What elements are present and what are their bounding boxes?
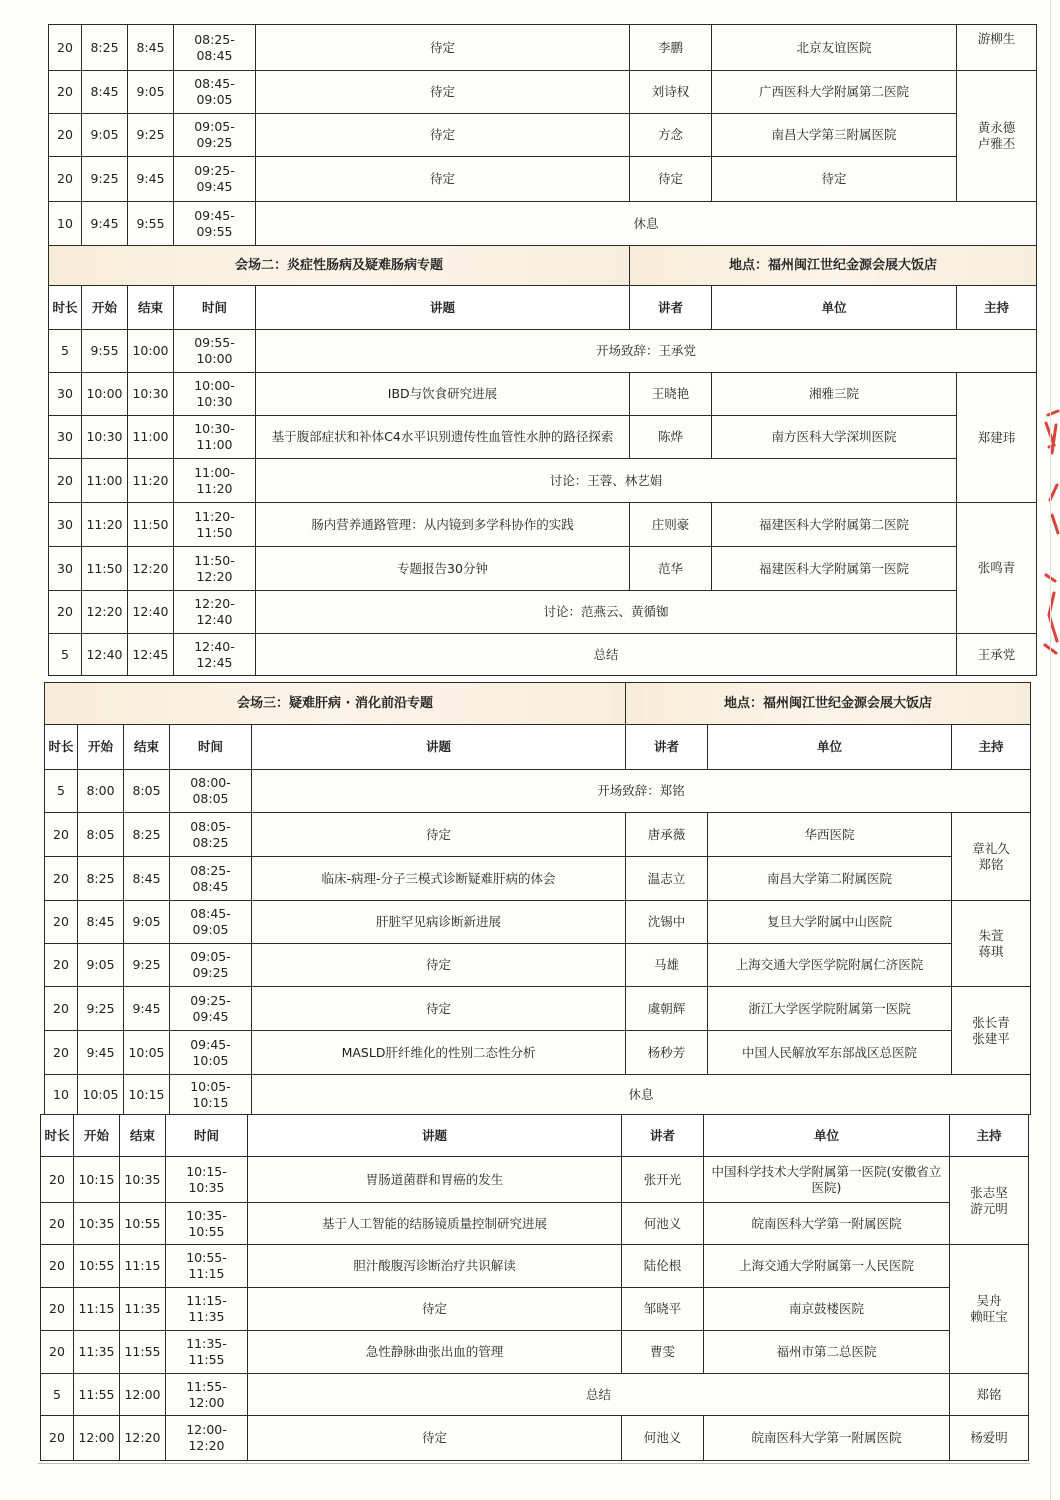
venue-location: 地点：福州闽江世纪金源会展大饭店 (626, 683, 1031, 725)
venue-title: 会场三：疑难肝病 · 消化前沿专题 (45, 683, 626, 725)
speaker-cell: 邹晓平 (622, 1288, 704, 1331)
duration-cell: 20 (41, 1203, 74, 1245)
header-unit: 单位 (708, 725, 952, 770)
start-cell: 9:05 (78, 944, 124, 987)
speaker-cell: 沈锡中 (626, 901, 708, 944)
table-row (49, 25, 1037, 71)
unit-cell: 华西医院 (708, 813, 952, 857)
start-cell: 9:25 (82, 157, 128, 202)
speaker-cell: 待定 (630, 157, 712, 202)
time-cell: 10:00-10:30 (174, 373, 256, 416)
host-cell: 郑铭 (950, 1374, 1029, 1416)
break-cell: 休息 (252, 1075, 1031, 1115)
end-cell: 11:35 (120, 1288, 166, 1331)
time-cell: 08:00-08:05 (170, 770, 252, 813)
header-time: 时间 (174, 286, 256, 330)
duration-cell: 20 (45, 813, 78, 857)
time-cell: 09:55-10:00 (174, 330, 256, 373)
header-unit: 单位 (712, 286, 957, 330)
opening-cell: 开场致辞：郑铭 (252, 770, 1031, 813)
table-row (45, 770, 1031, 813)
speaker-cell: 方念 (630, 114, 712, 157)
end-cell: 10:00 (128, 330, 174, 373)
start-cell: 10:15 (74, 1157, 120, 1203)
duration-cell: 5 (49, 330, 82, 373)
time-cell: 12:20-12:40 (174, 591, 256, 634)
start-cell: 8:45 (82, 71, 128, 114)
unit-cell: 福建医科大学附属第一医院 (712, 547, 957, 591)
duration-cell: 20 (45, 987, 78, 1031)
opening-cell: 开场致辞：王承党 (256, 330, 1037, 373)
table-row (49, 459, 1037, 503)
topic-cell: 临床-病理-分子三模式诊断疑难肝病的体会 (252, 857, 626, 901)
time-cell: 08:25-08:45 (170, 857, 252, 901)
header-start: 开始 (74, 1115, 120, 1157)
time-cell: 10:15-10:35 (166, 1157, 248, 1203)
topic-cell: 待定 (248, 1288, 622, 1331)
venue-location: 地点：福州闽江世纪金源会展大饭店 (630, 246, 1037, 286)
start-cell: 9:25 (78, 987, 124, 1031)
table-row (41, 1157, 1029, 1203)
end-cell: 10:35 (120, 1157, 166, 1203)
unit-cell: 皖南医科大学第一附属医院 (704, 1416, 950, 1461)
unit-cell: 湘雅三院 (712, 373, 957, 416)
table-row (41, 1288, 1029, 1331)
host-cell: 黄永德 卢雅丕 (957, 71, 1037, 202)
table-row (49, 591, 1037, 634)
end-cell: 9:45 (124, 987, 170, 1031)
topic-cell: MASLD肝纤维化的性别二态性分析 (252, 1031, 626, 1075)
discussion-cell: 讨论：范燕云、黄循铷 (256, 591, 957, 634)
table-row (45, 1031, 1031, 1075)
host-cell: 游柳生 (957, 25, 1037, 71)
duration-cell: 20 (45, 944, 78, 987)
header-topic: 讲题 (248, 1115, 622, 1157)
start-cell: 10:00 (82, 373, 128, 416)
topic-cell: 待定 (252, 813, 626, 857)
time-cell: 11:20-11:50 (174, 503, 256, 547)
speaker-cell: 陈烨 (630, 416, 712, 459)
topic-cell: 待定 (252, 987, 626, 1031)
topic-cell: 专题报告30分钟 (256, 547, 630, 591)
host-cell: 张志坚 游元明 (950, 1157, 1029, 1245)
summary-cell: 总结 (256, 634, 957, 676)
speaker-cell: 何池义 (622, 1416, 704, 1461)
table-header-row (41, 1115, 1029, 1157)
start-cell: 10:55 (74, 1245, 120, 1288)
time-cell: 10:35-10:55 (166, 1203, 248, 1245)
end-cell: 10:15 (124, 1075, 170, 1115)
speaker-cell: 张开光 (622, 1157, 704, 1203)
start-cell: 8:00 (78, 770, 124, 813)
venue-banner (45, 683, 1031, 725)
speaker-cell: 马雄 (626, 944, 708, 987)
time-cell: 09:05-09:25 (174, 114, 256, 157)
duration-cell: 30 (49, 547, 82, 591)
time-cell: 09:25-09:45 (170, 987, 252, 1031)
time-cell: 11:00-11:20 (174, 459, 256, 503)
header-host: 主持 (950, 1115, 1029, 1157)
header-start: 开始 (82, 286, 128, 330)
table-row (49, 202, 1037, 246)
time-cell: 11:35-11:55 (166, 1331, 248, 1374)
time-cell: 10:30-11:00 (174, 416, 256, 459)
time-cell: 09:45-10:05 (170, 1031, 252, 1075)
end-cell: 8:45 (124, 857, 170, 901)
start-cell: 8:05 (78, 813, 124, 857)
duration-cell: 20 (41, 1157, 74, 1203)
duration-cell: 10 (45, 1075, 78, 1115)
end-cell: 8:05 (124, 770, 170, 813)
table-row (49, 547, 1037, 591)
header-time: 时间 (170, 725, 252, 770)
topic-cell: 基于人工智能的结肠镜质量控制研究进展 (248, 1203, 622, 1245)
header-unit: 单位 (704, 1115, 950, 1157)
header-host: 主持 (957, 286, 1037, 330)
table-row (45, 857, 1031, 901)
unit-cell: 中国人民解放军东部战区总医院 (708, 1031, 952, 1075)
table-row (49, 634, 1037, 676)
topic-cell: 肝脏罕见病诊断新进展 (252, 901, 626, 944)
unit-cell: 南昌大学第二附属医院 (708, 857, 952, 901)
host-cell: 杨爱明 (950, 1416, 1029, 1461)
unit-cell: 福州市第二总医院 (704, 1331, 950, 1374)
speaker-cell: 何池义 (622, 1203, 704, 1245)
time-cell: 08:45-09:05 (170, 901, 252, 944)
table-header-row (45, 725, 1031, 770)
duration-cell: 20 (49, 459, 82, 503)
unit-cell: 皖南医科大学第一附属医院 (704, 1203, 950, 1245)
venue-title: 会场二：炎症性肠病及疑难肠病专题 (49, 246, 630, 286)
duration-cell: 20 (49, 25, 82, 71)
host-cell: 王承党 (957, 634, 1037, 676)
start-cell: 11:20 (82, 503, 128, 547)
unit-cell: 福建医科大学附属第二医院 (712, 503, 957, 547)
unit-cell: 上海交通大学附属第一人民医院 (704, 1245, 950, 1288)
page-bottom-rule (38, 1463, 1030, 1464)
start-cell: 8:25 (82, 25, 128, 71)
end-cell: 9:05 (128, 71, 174, 114)
speaker-cell: 陆伦根 (622, 1245, 704, 1288)
schedule-table-session3 (44, 682, 1031, 1115)
table-row (49, 114, 1037, 157)
speaker-cell: 虞朝辉 (626, 987, 708, 1031)
end-cell: 9:25 (128, 114, 174, 157)
topic-cell: 待定 (256, 114, 630, 157)
host-cell: 章礼久 郑铭 (952, 813, 1031, 901)
topic-cell: 待定 (256, 157, 630, 202)
table-row (45, 1075, 1031, 1115)
start-cell: 9:05 (82, 114, 128, 157)
start-cell: 12:00 (74, 1416, 120, 1461)
time-cell: 09:05-09:25 (170, 944, 252, 987)
topic-cell: 肠内营养通路管理：从内镜到多学科协作的实践 (256, 503, 630, 547)
start-cell: 11:15 (74, 1288, 120, 1331)
table-row (45, 813, 1031, 857)
speaker-cell: 唐承薇 (626, 813, 708, 857)
table-row (49, 416, 1037, 459)
end-cell: 9:05 (124, 901, 170, 944)
speaker-cell: 庄则豪 (630, 503, 712, 547)
duration-cell: 30 (49, 373, 82, 416)
topic-cell: 待定 (248, 1416, 622, 1461)
speaker-cell: 杨秒芳 (626, 1031, 708, 1075)
topic-cell: 待定 (252, 944, 626, 987)
time-cell: 08:05-08:25 (170, 813, 252, 857)
topic-cell: 待定 (256, 25, 630, 71)
time-cell: 10:55-11:15 (166, 1245, 248, 1288)
duration-cell: 20 (45, 857, 78, 901)
start-cell: 11:50 (82, 547, 128, 591)
header-host: 主持 (952, 725, 1031, 770)
end-cell: 11:15 (120, 1245, 166, 1288)
topic-cell: 急性静脉曲张出血的管理 (248, 1331, 622, 1374)
speaker-cell: 范华 (630, 547, 712, 591)
time-cell: 11:15-11:35 (166, 1288, 248, 1331)
duration-cell: 20 (49, 71, 82, 114)
start-cell: 11:55 (74, 1374, 120, 1416)
topic-cell: 胆汁酸腹泻诊断治疗共识解读 (248, 1245, 622, 1288)
table-row (49, 71, 1037, 114)
duration-cell: 30 (49, 416, 82, 459)
unit-cell: 上海交通大学医学院附属仁济医院 (708, 944, 952, 987)
start-cell: 9:45 (78, 1031, 124, 1075)
table-row (49, 330, 1037, 373)
unit-cell: 浙江大学医学院附属第一医院 (708, 987, 952, 1031)
unit-cell: 广西医科大学附属第二医院 (712, 71, 957, 114)
table-row (41, 1331, 1029, 1374)
topic-cell: 待定 (256, 71, 630, 114)
time-cell: 12:40-12:45 (174, 634, 256, 676)
topic-cell: IBD与饮食研究进展 (256, 373, 630, 416)
time-cell: 09:25-09:45 (174, 157, 256, 202)
duration-cell: 20 (45, 901, 78, 944)
table-row (45, 901, 1031, 944)
table-row (45, 987, 1031, 1031)
time-cell: 11:55-12:00 (166, 1374, 248, 1416)
duration-cell: 20 (41, 1245, 74, 1288)
host-cell: 张长青 张建平 (952, 987, 1031, 1075)
end-cell: 9:25 (124, 944, 170, 987)
duration-cell: 20 (49, 591, 82, 634)
header-topic: 讲题 (252, 725, 626, 770)
start-cell: 12:40 (82, 634, 128, 676)
table-row (41, 1374, 1029, 1416)
unit-cell: 北京友谊医院 (712, 25, 957, 71)
table-row (41, 1416, 1029, 1461)
time-cell: 08:45-09:05 (174, 71, 256, 114)
duration-cell: 10 (49, 202, 82, 246)
schedule-table-session1 (48, 24, 1037, 676)
time-cell: 10:05-10:15 (170, 1075, 252, 1115)
duration-cell: 20 (49, 157, 82, 202)
end-cell: 10:55 (120, 1203, 166, 1245)
host-cell: 朱萱 蒋琪 (952, 901, 1031, 987)
header-end: 结束 (124, 725, 170, 770)
end-cell: 9:45 (128, 157, 174, 202)
end-cell: 12:40 (128, 591, 174, 634)
topic-cell: 基于腹部症状和补体C4水平识别遗传性血管性水肿的路径探索 (256, 416, 630, 459)
time-cell: 11:50-12:20 (174, 547, 256, 591)
header-speaker: 讲者 (622, 1115, 704, 1157)
venue-banner (49, 246, 1037, 286)
duration-cell: 20 (41, 1331, 74, 1374)
unit-cell: 待定 (712, 157, 957, 202)
host-cell: 吴舟 赖旺宝 (950, 1245, 1029, 1374)
start-cell: 9:55 (82, 330, 128, 373)
header-speaker: 讲者 (630, 286, 712, 330)
end-cell: 8:45 (128, 25, 174, 71)
speaker-cell: 温志立 (626, 857, 708, 901)
table-row (49, 503, 1037, 547)
end-cell: 11:50 (128, 503, 174, 547)
duration-cell: 20 (49, 114, 82, 157)
time-cell: 08:25-08:45 (174, 25, 256, 71)
unit-cell: 南方医科大学深圳医院 (712, 416, 957, 459)
duration-cell: 20 (41, 1288, 74, 1331)
start-cell: 10:05 (78, 1075, 124, 1115)
duration-cell: 20 (41, 1416, 74, 1461)
duration-cell: 5 (49, 634, 82, 676)
host-cell: 郑建玮 (957, 373, 1037, 503)
table-row (49, 157, 1037, 202)
end-cell: 10:05 (124, 1031, 170, 1075)
end-cell: 11:55 (120, 1331, 166, 1374)
header-start: 开始 (78, 725, 124, 770)
header-speaker: 讲者 (626, 725, 708, 770)
topic-cell: 胃肠道菌群和胃癌的发生 (248, 1157, 622, 1203)
start-cell: 8:25 (78, 857, 124, 901)
header-topic: 讲题 (256, 286, 630, 330)
end-cell: 12:20 (128, 547, 174, 591)
end-cell: 10:30 (128, 373, 174, 416)
schedule-table-session3-part2 (40, 1114, 1029, 1461)
header-duration: 时长 (41, 1115, 74, 1157)
start-cell: 10:35 (74, 1203, 120, 1245)
start-cell: 10:30 (82, 416, 128, 459)
start-cell: 9:45 (82, 202, 128, 246)
speaker-cell: 曹雯 (622, 1331, 704, 1374)
time-cell: 12:00-12:20 (166, 1416, 248, 1461)
header-duration: 时长 (45, 725, 78, 770)
unit-cell: 复旦大学附属中山医院 (708, 901, 952, 944)
start-cell: 11:00 (82, 459, 128, 503)
table-row (41, 1203, 1029, 1245)
header-end: 结束 (128, 286, 174, 330)
speaker-cell: 王晓艳 (630, 373, 712, 416)
break-cell: 休息 (256, 202, 1037, 246)
duration-cell: 5 (45, 770, 78, 813)
end-cell: 12:00 (120, 1374, 166, 1416)
end-cell: 8:25 (124, 813, 170, 857)
table-row (41, 1245, 1029, 1288)
speaker-cell: 李鹏 (630, 25, 712, 71)
end-cell: 12:20 (120, 1416, 166, 1461)
unit-cell: 南京鼓楼医院 (704, 1288, 950, 1331)
table-header-row (49, 286, 1037, 330)
table-row (49, 373, 1037, 416)
host-cell: 张鸣青 (957, 503, 1037, 634)
end-cell: 12:45 (128, 634, 174, 676)
end-cell: 11:00 (128, 416, 174, 459)
end-cell: 11:20 (128, 459, 174, 503)
start-cell: 11:35 (74, 1331, 120, 1374)
start-cell: 12:20 (82, 591, 128, 634)
summary-cell: 总结 (248, 1374, 950, 1416)
header-end: 结束 (120, 1115, 166, 1157)
table-row (45, 944, 1031, 987)
end-cell: 9:55 (128, 202, 174, 246)
header-duration: 时长 (49, 286, 82, 330)
page-edge-line (1050, 0, 1051, 1500)
unit-cell: 南昌大学第三附属医院 (712, 114, 957, 157)
start-cell: 8:45 (78, 901, 124, 944)
unit-cell: 中国科学技术大学附属第一医院(安徽省立医院) (704, 1157, 950, 1203)
discussion-cell: 讨论：王蓉、林艺娟 (256, 459, 957, 503)
header-time: 时间 (166, 1115, 248, 1157)
duration-cell: 30 (49, 503, 82, 547)
duration-cell: 20 (45, 1031, 78, 1075)
time-cell: 09:45-09:55 (174, 202, 256, 246)
duration-cell: 5 (41, 1374, 74, 1416)
speaker-cell: 刘诗权 (630, 71, 712, 114)
